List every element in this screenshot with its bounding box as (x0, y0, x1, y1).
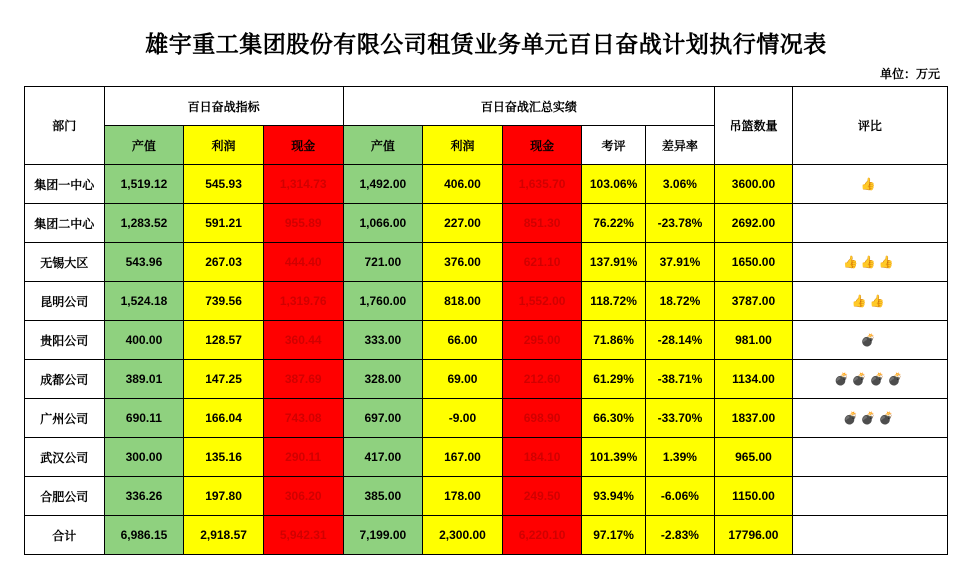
cell-plan-profit: 2,918.57 (184, 516, 264, 555)
header-dept: 部门 (25, 87, 105, 165)
bomb-icon: 💣 (842, 411, 861, 425)
cell-actual-cash: 1,635.70 (502, 165, 582, 204)
cell-diff-rate: -38.71% (645, 360, 714, 399)
cell-diff-rate: 37.91% (645, 243, 714, 282)
thumbs-up-icon: 👍 (869, 294, 888, 308)
table-row (25, 321, 948, 360)
cell-plan-output: 1,524.18 (104, 282, 184, 321)
cell-plan-cash: 387.69 (263, 360, 343, 399)
bomb-icon: 💣 (869, 372, 888, 386)
cell-actual-profit: -9.00 (423, 399, 503, 438)
cell-crane-count: 1134.00 (715, 360, 793, 399)
cell-actual-output: 721.00 (343, 243, 423, 282)
cell-dept: 集团一中心 (25, 165, 105, 204)
cell-actual-cash: 1,552.00 (502, 282, 582, 321)
cell-eval: 66.30% (582, 399, 645, 438)
cell-diff-rate: -2.83% (645, 516, 714, 555)
thumbs-up-icon: 👍 (842, 255, 861, 269)
bomb-icon: 💣 (833, 372, 852, 386)
header-crane-count: 吊篮数量 (715, 87, 793, 165)
cell-crane-count: 965.00 (715, 438, 793, 477)
cell-plan-output: 543.96 (104, 243, 184, 282)
table-row (25, 477, 948, 516)
cell-actual-output: 1,760.00 (343, 282, 423, 321)
cell-plan-cash: 306.20 (263, 477, 343, 516)
cell-crane-count: 1650.00 (715, 243, 793, 282)
cell-actual-cash: 6,220.10 (502, 516, 582, 555)
header-eval: 考评 (582, 126, 645, 165)
cell-eval: 93.94% (582, 477, 645, 516)
cell-comment (792, 165, 947, 204)
table-row (25, 165, 948, 204)
table-head (25, 87, 948, 165)
cell-actual-output: 328.00 (343, 360, 423, 399)
cell-actual-cash: 851.30 (502, 204, 582, 243)
cell-plan-cash: 1,319.76 (263, 282, 343, 321)
cell-plan-profit: 545.93 (184, 165, 264, 204)
cell-crane-count: 3787.00 (715, 282, 793, 321)
header-plan-profit: 利润 (184, 126, 264, 165)
cell-dept: 昆明公司 (25, 282, 105, 321)
cell-actual-cash: 698.90 (502, 399, 582, 438)
table-total-row (25, 516, 948, 555)
table-row (25, 399, 948, 438)
cell-actual-profit: 376.00 (423, 243, 503, 282)
cell-plan-cash: 290.11 (263, 438, 343, 477)
cell-dept: 合计 (25, 516, 105, 555)
header-actual-cash: 现金 (502, 126, 582, 165)
cell-comment (792, 477, 947, 516)
cell-diff-rate: -28.14% (645, 321, 714, 360)
cell-plan-profit: 166.04 (184, 399, 264, 438)
thumbs-up-icon: 👍 (878, 255, 897, 269)
cell-actual-profit: 66.00 (423, 321, 503, 360)
cell-plan-output: 389.01 (104, 360, 184, 399)
cell-eval: 71.86% (582, 321, 645, 360)
cell-diff-rate: 18.72% (645, 282, 714, 321)
cell-actual-profit: 167.00 (423, 438, 503, 477)
cell-comment (792, 204, 947, 243)
cell-actual-profit: 178.00 (423, 477, 503, 516)
cell-plan-cash: 1,314.73 (263, 165, 343, 204)
table-row (25, 282, 948, 321)
cell-plan-cash: 955.89 (263, 204, 343, 243)
cell-plan-profit: 267.03 (184, 243, 264, 282)
bomb-icon: 💣 (851, 372, 870, 386)
cell-comment (792, 321, 947, 360)
cell-actual-cash: 212.60 (502, 360, 582, 399)
bomb-icon: 💣 (887, 372, 906, 386)
bomb-icon: 💣 (860, 333, 879, 347)
cell-diff-rate: -23.78% (645, 204, 714, 243)
cell-plan-profit: 135.16 (184, 438, 264, 477)
cell-plan-output: 300.00 (104, 438, 184, 477)
cell-actual-profit: 69.00 (423, 360, 503, 399)
cell-crane-count: 1150.00 (715, 477, 793, 516)
cell-comment (792, 399, 947, 438)
cell-comment (792, 438, 947, 477)
thumbs-up-icon: 👍 (860, 177, 879, 191)
cell-actual-cash: 184.10 (502, 438, 582, 477)
cell-plan-output: 1,283.52 (104, 204, 184, 243)
cell-dept: 贵阳公司 (25, 321, 105, 360)
cell-eval: 97.17% (582, 516, 645, 555)
cell-actual-profit: 227.00 (423, 204, 503, 243)
cell-eval: 101.39% (582, 438, 645, 477)
page-title: 雄宇重工集团股份有限公司租赁业务单元百日奋战计划执行情况表 (145, 31, 827, 57)
header-comment: 评比 (792, 87, 947, 165)
cell-plan-output: 1,519.12 (104, 165, 184, 204)
cell-dept: 集团二中心 (25, 204, 105, 243)
cell-actual-output: 1,066.00 (343, 204, 423, 243)
cell-plan-profit: 197.80 (184, 477, 264, 516)
header-plan-cash: 现金 (263, 126, 343, 165)
cell-plan-profit: 128.57 (184, 321, 264, 360)
thumbs-up-icon: 👍 (860, 255, 879, 269)
cell-dept: 无锡大区 (25, 243, 105, 282)
cell-plan-output: 690.11 (104, 399, 184, 438)
bomb-icon: 💣 (860, 411, 879, 425)
cell-eval: 137.91% (582, 243, 645, 282)
cell-diff-rate: 1.39% (645, 438, 714, 477)
cell-plan-cash: 360.44 (263, 321, 343, 360)
cell-plan-output: 336.26 (104, 477, 184, 516)
thumbs-up-icon: 👍 (851, 294, 870, 308)
cell-plan-cash: 743.08 (263, 399, 343, 438)
cell-crane-count: 1837.00 (715, 399, 793, 438)
table-body (25, 165, 948, 555)
bomb-icon: 💣 (878, 411, 897, 425)
cell-actual-output: 417.00 (343, 438, 423, 477)
cell-actual-profit: 406.00 (423, 165, 503, 204)
cell-crane-count: 17796.00 (715, 516, 793, 555)
cell-plan-output: 400.00 (104, 321, 184, 360)
cell-diff-rate: -6.06% (645, 477, 714, 516)
cell-dept: 武汉公司 (25, 438, 105, 477)
header-actual-profit: 利润 (423, 126, 503, 165)
header-plan-output: 产值 (104, 126, 184, 165)
header-actual-group: 百日奋战汇总实绩 (343, 87, 715, 126)
cell-crane-count: 981.00 (715, 321, 793, 360)
cell-actual-profit: 818.00 (423, 282, 503, 321)
table-row (25, 438, 948, 477)
cell-diff-rate: -33.70% (645, 399, 714, 438)
cell-eval: 118.72% (582, 282, 645, 321)
cell-actual-cash: 249.50 (502, 477, 582, 516)
cell-actual-output: 333.00 (343, 321, 423, 360)
cell-crane-count: 2692.00 (715, 204, 793, 243)
cell-dept: 合肥公司 (25, 477, 105, 516)
cell-actual-cash: 295.00 (502, 321, 582, 360)
cell-eval: 61.29% (582, 360, 645, 399)
cell-dept: 成都公司 (25, 360, 105, 399)
table-row (25, 204, 948, 243)
cell-comment (792, 516, 947, 555)
cell-actual-profit: 2,300.00 (423, 516, 503, 555)
cell-actual-output: 697.00 (343, 399, 423, 438)
cell-actual-output: 1,492.00 (343, 165, 423, 204)
cell-plan-profit: 147.25 (184, 360, 264, 399)
cell-plan-profit: 591.21 (184, 204, 264, 243)
unit-note: 单位：万元 (879, 67, 940, 81)
cell-actual-output: 7,199.00 (343, 516, 423, 555)
table-row (25, 243, 948, 282)
cell-dept: 广州公司 (25, 399, 105, 438)
table-container (0, 86, 972, 555)
header-actual-output: 产值 (343, 126, 423, 165)
cell-plan-cash: 444.40 (263, 243, 343, 282)
cell-plan-output: 6,986.15 (104, 516, 184, 555)
cell-crane-count: 3600.00 (715, 165, 793, 204)
cell-plan-cash: 5,942.31 (263, 516, 343, 555)
cell-diff-rate: 3.06% (645, 165, 714, 204)
header-diff-rate: 差异率 (645, 126, 714, 165)
cell-plan-profit: 739.56 (184, 282, 264, 321)
cell-actual-output: 385.00 (343, 477, 423, 516)
cell-eval: 103.06% (582, 165, 645, 204)
cell-comment (792, 243, 947, 282)
cell-actual-cash: 621.10 (502, 243, 582, 282)
cell-comment (792, 360, 947, 399)
performance-table (24, 86, 948, 555)
header-plan-group: 百日奋战指标 (104, 87, 343, 126)
cell-comment (792, 282, 947, 321)
table-row (25, 360, 948, 399)
cell-eval: 76.22% (582, 204, 645, 243)
